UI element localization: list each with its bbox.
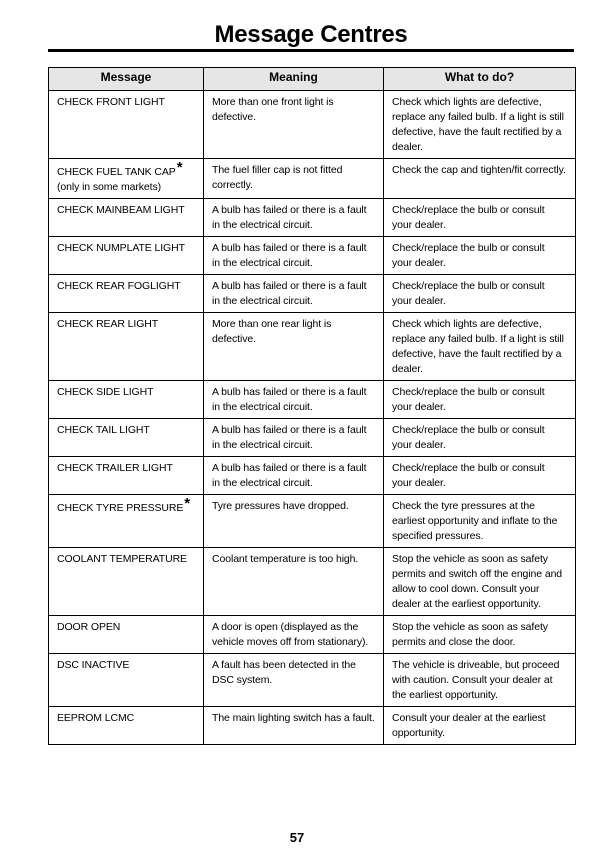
footnote-star: * [176, 159, 183, 176]
meaning-cell: The main lighting switch has a fault. [204, 707, 384, 745]
table-row [49, 457, 576, 495]
message-table [48, 67, 576, 745]
message-text: CHECK TYRE PRESSURE [57, 502, 184, 514]
table-row [49, 199, 576, 237]
action-cell: Check/replace the bulb or consult your dealer. [384, 419, 576, 457]
meaning-cell: A bulb has failed or there is a fault in the electrical circuit. [204, 199, 384, 237]
meaning-cell: Tyre pressures have dropped. [204, 495, 384, 548]
message-text: DSC INACTIVE [57, 659, 130, 671]
action-cell: Check the cap and tighten/fit correctly. [384, 159, 576, 199]
message-text: CHECK FRONT LIGHT [57, 96, 165, 108]
meaning-cell: A bulb has failed or there is a fault in the electrical circuit. [204, 419, 384, 457]
message-cell [49, 275, 204, 313]
meaning-cell: A bulb has failed or there is a fault in the electrical circuit. [204, 457, 384, 495]
page-title: Message Centres [214, 21, 408, 48]
table-body [49, 91, 576, 745]
action-cell: Check which lights are defective, replace any failed bulb. If a light is still defective, have the fault rectified by a dealer. [384, 313, 576, 381]
action-cell: Check/replace the bulb or consult your dealer. [384, 275, 576, 313]
action-cell: The vehicle is driveable, but proceed with caution. Consult your dealer at the earliest opportunity. [384, 654, 576, 707]
table-row [49, 707, 576, 745]
message-text: CHECK REAR LIGHT [57, 318, 159, 330]
table-row [49, 237, 576, 275]
meaning-cell: A fault has been detected in the DSC system. [204, 654, 384, 707]
action-cell: Consult your dealer at the earliest opportunity. [384, 707, 576, 745]
message-text: COOLANT TEMPERATURE [57, 553, 187, 565]
header-meaning: Meaning [204, 68, 384, 91]
message-text: DOOR OPEN [57, 621, 121, 633]
message-text: CHECK NUMPLATE LIGHT [57, 242, 185, 254]
action-cell: Check which lights are defective, replace any failed bulb. If a light is still defective, have the fault rectified by a dealer. [384, 91, 576, 159]
header-what-to-do: What to do? [384, 68, 576, 91]
message-cell [49, 313, 204, 381]
message-text: CHECK MAINBEAM LIGHT [57, 204, 185, 216]
message-cell [49, 654, 204, 707]
meaning-cell: The fuel filler cap is not fitted correctly. [204, 159, 384, 199]
message-cell [49, 159, 204, 199]
footnote-star: * [184, 495, 191, 512]
message-cell [49, 548, 204, 616]
action-cell: Check/replace the bulb or consult your dealer. [384, 237, 576, 275]
message-cell [49, 91, 204, 159]
action-cell: Check/replace the bulb or consult your dealer. [384, 199, 576, 237]
table-row [49, 616, 576, 654]
table-row [49, 419, 576, 457]
table-row [49, 91, 576, 159]
table-row [49, 275, 576, 313]
meaning-cell: A bulb has failed or there is a fault in the electrical circuit. [204, 275, 384, 313]
table-row [49, 381, 576, 419]
table-row [49, 495, 576, 548]
meaning-cell: Coolant temperature is too high. [204, 548, 384, 616]
message-cell [49, 457, 204, 495]
message-note: (only in some markets) [57, 181, 161, 193]
table-row [49, 548, 576, 616]
table-row [49, 159, 576, 199]
message-text: CHECK REAR FOGLIGHT [57, 280, 181, 292]
message-text: CHECK SIDE LIGHT [57, 386, 154, 398]
message-text: CHECK FUEL TANK CAP [57, 166, 176, 178]
message-text: EEPROM LCMC [57, 712, 135, 724]
message-cell [49, 616, 204, 654]
message-cell [49, 419, 204, 457]
message-cell [49, 237, 204, 275]
meaning-cell: A bulb has failed or there is a fault in the electrical circuit. [204, 381, 384, 419]
message-cell [49, 199, 204, 237]
table-row [49, 313, 576, 381]
action-cell: Check the tyre pressures at the earliest opportunity and inflate to the specified pressures. [384, 495, 576, 548]
message-cell [49, 495, 204, 548]
meaning-cell: A door is open (displayed as the vehicle moves off from stationary). [204, 616, 384, 654]
message-text: CHECK TRAILER LIGHT [57, 462, 173, 474]
title-rule [48, 49, 574, 52]
message-cell [49, 707, 204, 745]
message-cell [49, 381, 204, 419]
meaning-cell: A bulb has failed or there is a fault in the electrical circuit. [204, 237, 384, 275]
message-text: CHECK TAIL LIGHT [57, 424, 150, 436]
action-cell: Check/replace the bulb or consult your dealer. [384, 457, 576, 495]
action-cell: Stop the vehicle as soon as safety permits and switch off the engine and allow to cool down. Consult your dealer at the earliest opportunity. [384, 548, 576, 616]
header-message: Message [49, 68, 204, 91]
action-cell: Check/replace the bulb or consult your dealer. [384, 381, 576, 419]
table-header-row [49, 68, 576, 91]
table-row [49, 654, 576, 707]
page-number: 57 [289, 830, 305, 845]
meaning-cell: More than one front light is defective. [204, 91, 384, 159]
meaning-cell: More than one rear light is defective. [204, 313, 384, 381]
action-cell: Stop the vehicle as soon as safety permits and close the door. [384, 616, 576, 654]
